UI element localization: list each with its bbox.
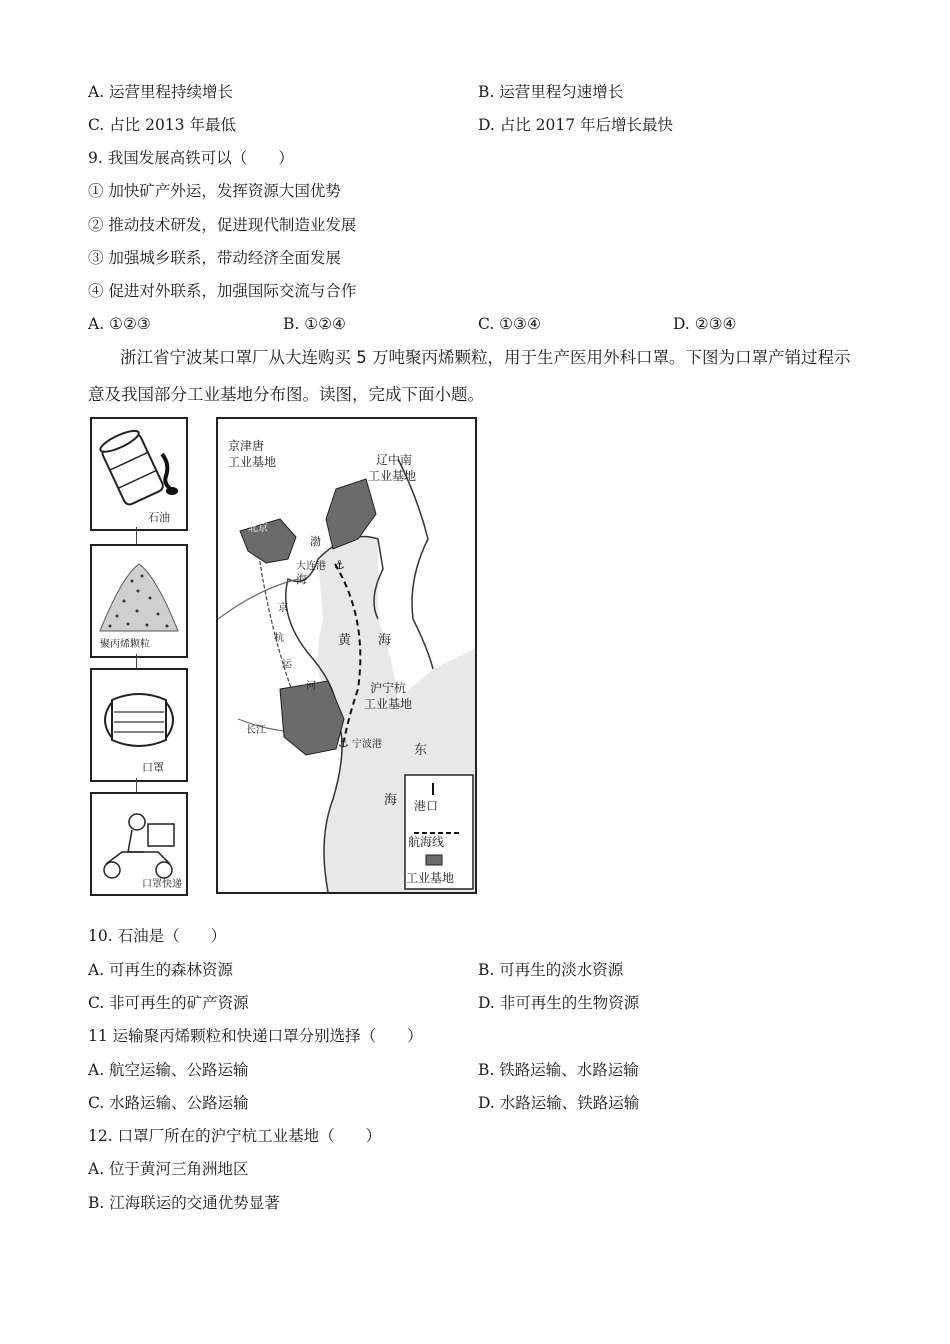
q12-option-a: A. 位于黄河三角洲地区 xyxy=(88,1160,249,1178)
label-huanghai-1: 黄 xyxy=(338,633,352,648)
q12-stem: 12. 口罩厂所在的沪宁杭工业基地（ ） xyxy=(88,1127,382,1145)
label-canal-2: 杭 xyxy=(274,633,284,644)
flow-label-mask: 口罩 xyxy=(142,761,164,774)
oil-barrel-icon xyxy=(92,419,186,529)
q9-statement-1: ① 加快矿产外运，发挥资源大国优势 xyxy=(88,182,341,200)
q9-stem: 9. 我国发展高铁可以（ ） xyxy=(88,149,294,167)
q10-option-d: D. 非可再生的生物资源 xyxy=(478,994,640,1012)
q9-statement-4: ④ 促进对外联系，加强国际交流与合作 xyxy=(88,282,357,300)
q10-option-c: C. 非可再生的矿产资源 xyxy=(88,994,249,1012)
svg-text:⚓: ⚓ xyxy=(334,558,345,572)
panel-mask xyxy=(90,668,188,782)
label-changjiang: 长江 xyxy=(246,725,266,736)
q9-option-d: D. ②③④ xyxy=(673,315,737,333)
flow-arrow-2 xyxy=(136,654,137,668)
map-canvas xyxy=(218,419,475,892)
industrial-base-map xyxy=(216,417,477,894)
panel-oil xyxy=(90,417,188,531)
flow-arrow-1 xyxy=(136,527,137,544)
label-lzn-1: 辽中南 xyxy=(376,453,413,467)
q11-option-b: B. 铁路运输、水路运输 xyxy=(478,1061,639,1079)
label-jjt-1: 京津唐 xyxy=(228,439,265,453)
label-ningbo-port: 宁波港 xyxy=(352,739,382,750)
q10-option-b: B. 可再生的淡水资源 xyxy=(478,961,624,979)
legend-route-label: 航海线 xyxy=(408,835,445,849)
label-lzn-2: 工业基地 xyxy=(368,469,417,483)
label-hnh-1: 沪宁杭 xyxy=(370,681,407,695)
q9-statement-3: ③ 加强城乡联系，带动经济全面发展 xyxy=(88,249,341,267)
q9-option-c: C. ①③④ xyxy=(478,315,541,333)
flow-arrow-3 xyxy=(136,778,137,792)
q8-option-b: B. 运营里程匀速增长 xyxy=(478,83,624,101)
label-dalian-port: 大连港 xyxy=(296,561,326,572)
legend-port-label: 港口 xyxy=(414,799,439,813)
svg-text:⚓: ⚓ xyxy=(338,736,349,750)
flow-label-oil: 石油 xyxy=(148,511,170,524)
label-hnh-2: 工业基地 xyxy=(364,697,413,711)
q11-stem: 11 运输聚丙烯颗粒和快递口罩分别选择（ ） xyxy=(88,1027,423,1045)
q11-option-a: A. 航空运输、公路运输 xyxy=(88,1061,249,1079)
panel-delivery xyxy=(90,792,188,896)
q11-option-d: D. 水路运输、铁路运输 xyxy=(478,1094,640,1112)
panel-granules xyxy=(90,544,188,658)
q10-option-a: A. 可再生的森林资源 xyxy=(88,961,234,979)
q9-option-a: A. ①②③ xyxy=(88,315,151,333)
q9-statement-2: ② 推动技术研发，促进现代制造业发展 xyxy=(88,216,357,234)
q10-stem: 10. 石油是（ ） xyxy=(88,927,227,945)
q12-option-b: B. 江海联运的交通优势显著 xyxy=(88,1194,280,1212)
label-huanghai-2: 海 xyxy=(378,633,392,648)
q9-option-b: B. ①②④ xyxy=(283,315,346,333)
legend-base-label: 工业基地 xyxy=(406,871,455,885)
passage-line-1: 浙江省宁波某口罩厂从大连购买 5 万吨聚丙烯颗粒，用于生产医用外科口罩。下图为口罩产销过程示 xyxy=(120,348,851,367)
flow-label-delivery: 口罩快递 xyxy=(142,879,182,890)
label-jjt-2: 工业基地 xyxy=(228,455,277,469)
label-canal-3: 运 xyxy=(282,659,292,670)
label-bohai-2: 海 xyxy=(296,573,307,586)
label-bohai-1: 渤 xyxy=(310,535,321,548)
label-donghai-1: 东 xyxy=(414,743,428,758)
label-beijing: 北京 xyxy=(248,523,268,534)
q8-option-c: C. 占比 2013 年最低 xyxy=(88,116,236,134)
flow-label-granules: 聚丙烯颗粒 xyxy=(100,639,150,650)
label-canal-4: 河 xyxy=(306,681,316,692)
label-donghai-2: 海 xyxy=(384,793,398,808)
q11-option-c: C. 水路运输、公路运输 xyxy=(88,1094,249,1112)
passage-line-2: 意及我国部分工业基地分布图。读图，完成下面小题。 xyxy=(88,385,484,404)
q8-option-d: D. 占比 2017 年后增长最快 xyxy=(478,116,674,134)
label-canal-1: 京 xyxy=(278,603,288,614)
q8-option-a: A. 运营里程持续增长 xyxy=(88,83,234,101)
mask-icon xyxy=(92,670,186,780)
